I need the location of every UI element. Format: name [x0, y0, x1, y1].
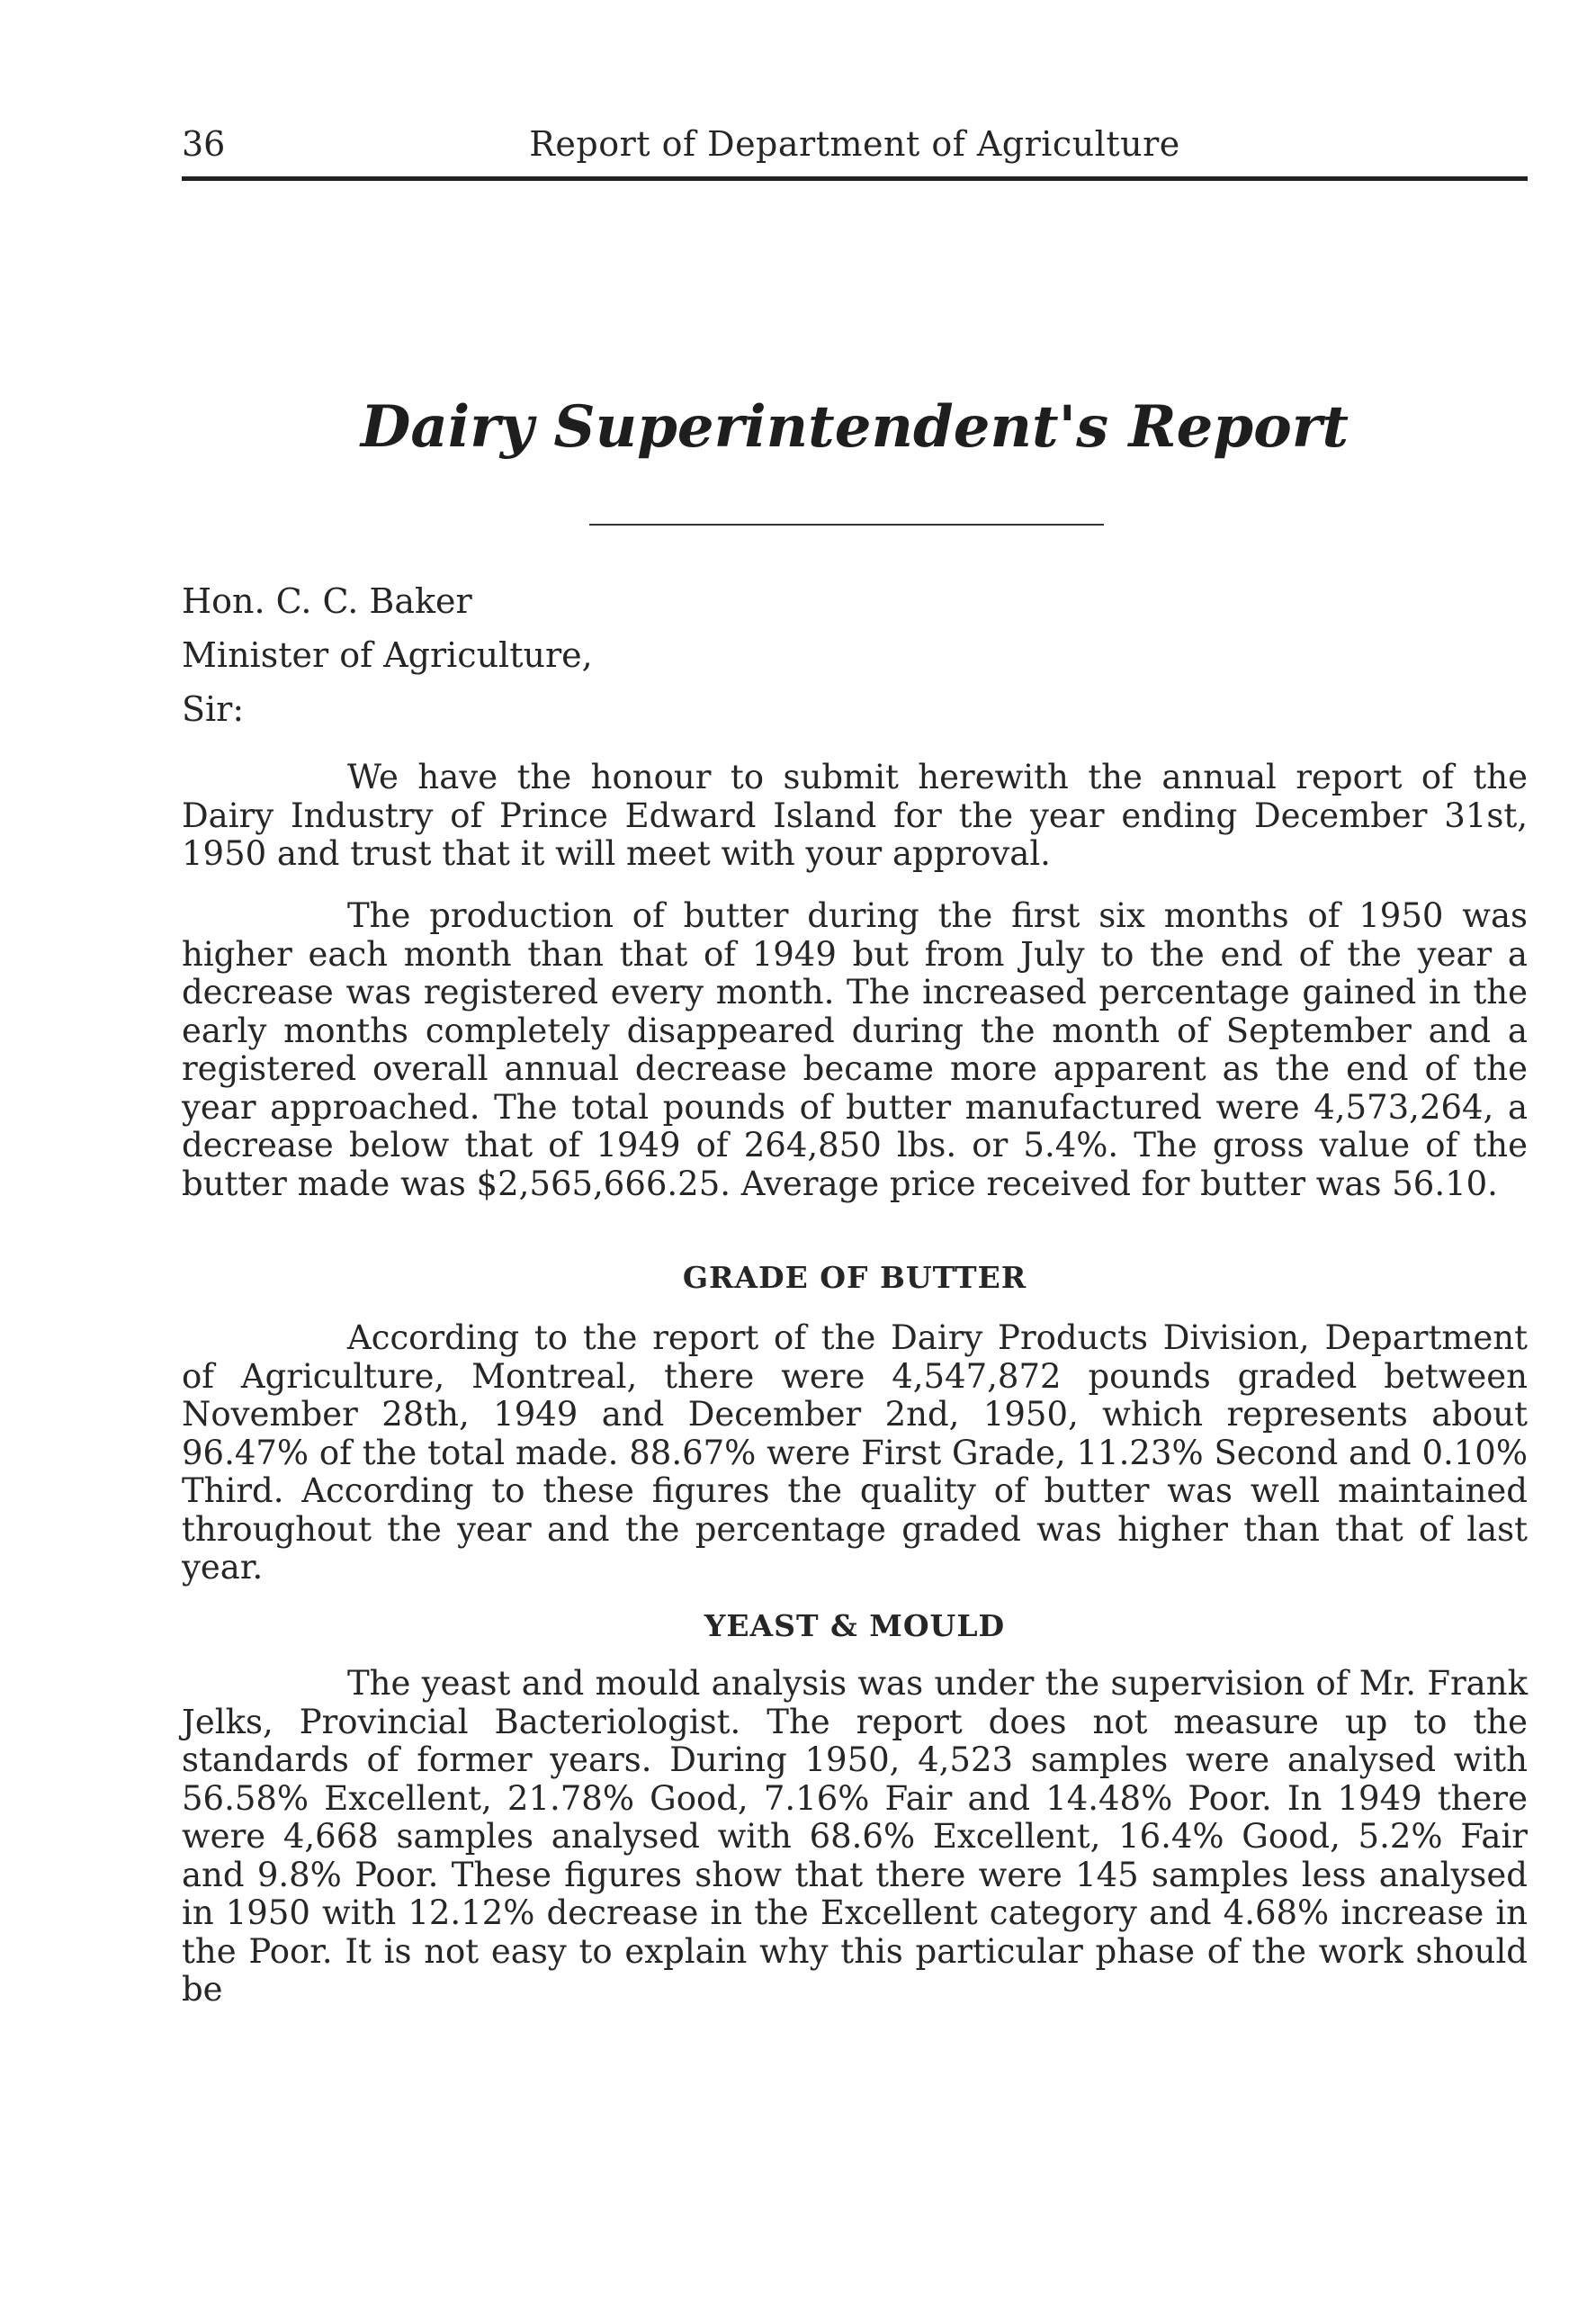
heading-yeast-and-mould: YEAST & MOULD [704, 1608, 1006, 1643]
header-rule [182, 176, 1528, 181]
paragraph-grade: According to the report of the Dairy Products Division, Department of Agriculture, Montreal, there were 4,547,872 pounds graded between November 28th, 1949 and December 2nd, 1950, which represents about 96.47% of the total made. 88.67% were First Grade, 11.23% Second and 0.10% Third. According to these figures the quality of butter was well maintained throughout the year and the percentage graded was higher than that of last year. [182, 1318, 1528, 1587]
running-title: Report of Department of Agriculture [529, 124, 1180, 164]
paragraph-intro: We have the honour to submit herewith the annual report of the Dairy Industry of Prince Edward Island for the year ending December 31st, 1950 and trust that it will meet with your approval. [182, 758, 1528, 873]
heading-grade-of-butter: GRADE OF BUTTER [682, 1260, 1027, 1295]
paragraph-production: The production of butter during the first six months of 1950 was higher each month than that of 1949 but from July to the end of the year a decrease was registered every month. The increased percentage gained in the early months completely disappeared during the month of September and a registered overall annual decrease became more apparent as the end of the year approached. The total pounds of butter manufactured were 4,573,264, a decrease below that of 1949 of 264,850 lbs. or 5.4%. The gross value of the butter made was $2,565,666.25. Average price received for butter was 56.10. [182, 896, 1528, 1203]
salutation-greeting: Sir: [182, 689, 245, 729]
report-title: Dairy Superintendent's Report [360, 393, 1349, 461]
running-header [182, 117, 1528, 171]
addressee-title: Minister of Agriculture, [182, 635, 593, 675]
addressee-name: Hon. C. C. Baker [182, 581, 472, 621]
page-number: 36 [182, 124, 226, 164]
paragraph-yeast: The yeast and mould analysis was under the supervision of Mr. Frank Jelks, Provincial Bacteriologist. The report does not measure up to the standards of former years. During 1950, 4,523 samples were analysed with 56.58% Excellent, 21.78% Good, 7.16% Fair and 14.48% Poor. In 1949 there were 4,668 samples analysed with 68.6% Excellent, 16.4% Good, 5.2% Fair and 9.8% Poor. These figures show that there were 145 samples less analysed in 1950 with 12.12% decrease in the Excellent category and 4.68% increase in the Poor. It is not easy to explain why this particular phase of the work should be [182, 1664, 1528, 2009]
title-rule [589, 524, 1104, 526]
